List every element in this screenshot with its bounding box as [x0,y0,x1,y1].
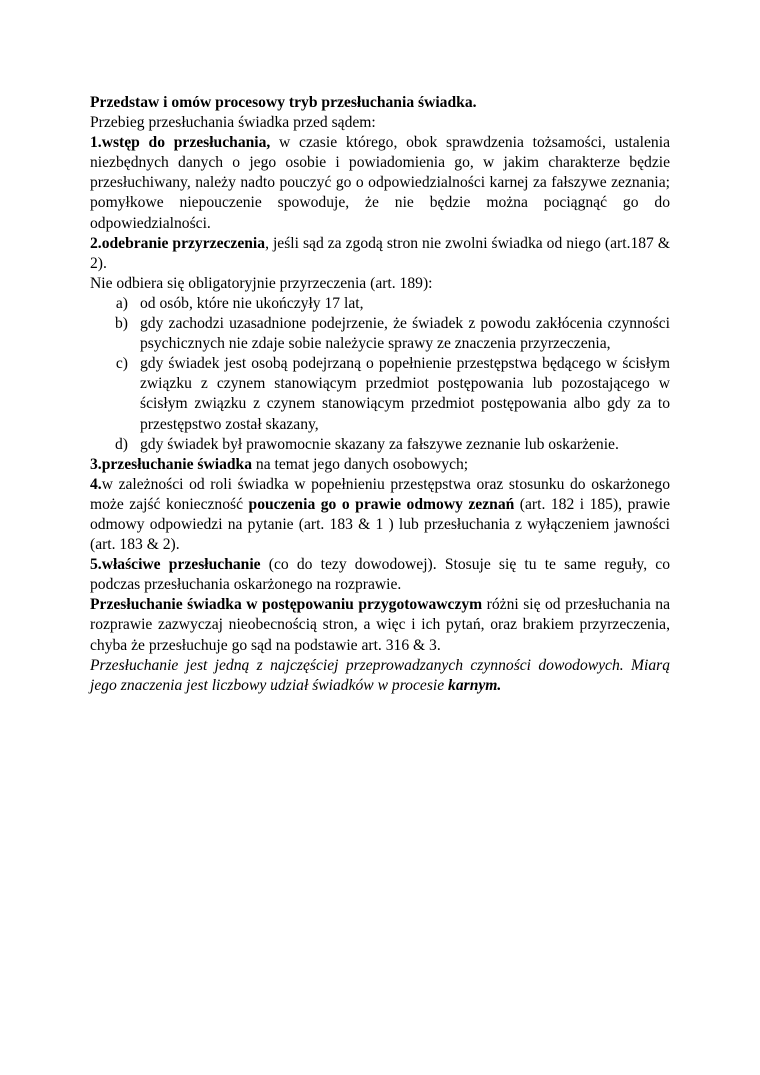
list-item-label: a) [115,294,128,312]
step-4-number: 4. [90,475,102,493]
list-item [90,314,670,354]
step-5-heading: 5.właściwe przesłuchanie [90,556,261,574]
list-item-label: d) [115,435,128,453]
step-5-text: (co do tezy dowodowej). Stosuje się tu te same reguły, co podczas przesłuchania oskarżonego na rozprawie. [90,556,670,594]
closing-text: Przesłuchanie jest jedną z najczęściej przeprowadzanych czynności dowodowych. Miarą jego znaczenia jest liczbowy udział świadków w procesie [90,656,670,694]
list-item-text: od osób, które nie ukończyły 17 lat, [140,294,364,312]
step-3-paragraph [90,455,670,475]
list-item-label: c) [115,355,128,373]
list-item [90,294,670,314]
list-item [90,354,670,434]
no-oath-intro: Nie odbiera się obligatoryjnie przyrzeczenia (art. 189): [90,274,433,292]
step-1-heading: 1.wstęp do przesłuchania, [90,134,271,152]
step-4-text-continued: (art. 182 i 185), prawie odmowy odpowiedzi na pytanie (art. 183 & 1 ) lub przesłuchania z wyłączeniem jawności (art. 183 & 2). [90,495,670,554]
list-item-text: gdy zachodzi uzasadnione podejrzenie, że świadek z powodu zakłócenia czynności psychicznych nie zdaje sobie należycie sprawy ze znaczenia przyrzeczenia, [140,315,670,353]
step-1-paragraph [90,133,670,233]
closing-emphasis: karnym. [448,676,502,694]
no-oath-list [90,294,670,455]
step-2-paragraph [90,234,670,274]
step-4-paragraph [90,475,670,555]
step-1-text: w czasie którego, obok sprawdzenia tożsamości, ustalenia niezbędnych danych o jego osobie i powiadomienia go, w jakim charakterze będzie przesłuchiwany, należy nadto pouczyć go o odpowiedzialności karnej za fałszywe zeznania; pomyłkowe niepouczenie spowoduje, że nie będzie można pociągnąć go do odpowiedzialności. [90,134,670,232]
preparatory-text: różni się od przesłuchania na rozprawie zazwyczaj nieobecnością stron, a więc i ich pytań, oraz brakiem przyrzeczenia, chyba że przesłuchuje go sąd na podstawie art. 316 & 3. [90,596,670,654]
step-4-emphasis: pouczenia go o prawie odmowy zeznań [248,495,515,513]
list-item [90,435,670,455]
step-3-heading: 3.przesłuchanie świadka [90,455,253,473]
preparatory-proceedings-paragraph [90,595,670,655]
list-item-text: gdy świadek był prawomocnie skazany za fałszywe zeznanie lub oskarżenie. [140,435,619,453]
step-2-heading: 2.odebranie przyrzeczenia [90,234,266,252]
step-3-text: na temat jego danych osobowych; [252,455,469,473]
preparatory-heading: Przesłuchanie świadka w postępowaniu przygotowawczym [90,596,483,614]
step-5-paragraph [90,555,670,595]
list-item-label: b) [115,315,128,333]
intro-line: Przebieg przesłuchania świadka przed sądem: [90,114,376,132]
step-4-text: w zależności od roli świadka w popełnieniu przestępstwa oraz stosunku do oskarżonego może zajść konieczność [90,475,670,513]
step-2-text: , jeśli sąd za zgodą stron nie zwolni świadka od niego (art.187 & 2). [90,234,670,272]
document-title: Przedstaw i omów procesowy tryb przesłuchania świadka. [90,94,477,111]
list-item-text: gdy świadek jest osobą podejrzaną o popełnienie przestępstwa będącego w ścisłym związku z czynem stanowiącym przedmiot postępowania lub pozostającego w ścisłym związku z czynem stanowiącym przedmiot postępowania albo gdy za to przestępstwo został skazany, [140,355,670,433]
closing-paragraph [90,656,670,696]
